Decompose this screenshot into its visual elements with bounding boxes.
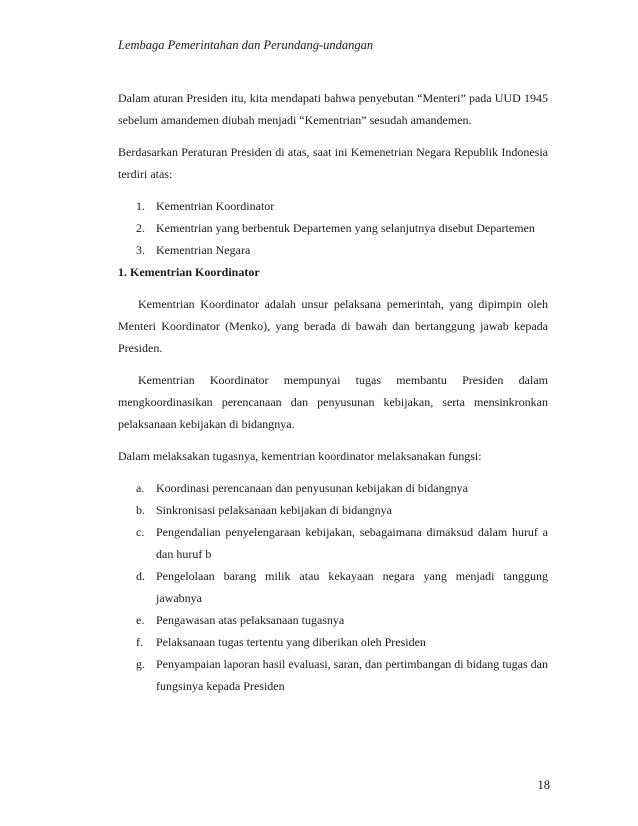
list-marker: d.	[136, 569, 145, 583]
functions-list	[118, 477, 548, 697]
list-marker: 2.	[136, 221, 145, 235]
list-item-text: Pengelolaan barang milik atau kekayaan negara yang menjadi tanggung jawabnya	[156, 569, 548, 605]
list-item-text: Kementrian yang berbentuk Departemen yang selanjutnya disebut Departemen	[156, 221, 535, 235]
list-item	[118, 217, 548, 239]
running-header: Lembaga Pemerintahan dan Perundang-undangan	[118, 38, 374, 52]
list-item	[118, 653, 548, 697]
paragraph-functions-intro: Dalam melaksakan tugasnya, kementrian koordinator melaksanakan fungsi:	[118, 449, 482, 463]
list-item	[118, 195, 548, 217]
page-body	[118, 87, 548, 699]
list-marker: e.	[136, 613, 145, 627]
paragraph-composition: Berdasarkan Peraturan Presiden di atas, saat ini Kemenetrian Negara Republik Indonesia terdiri atas:	[118, 145, 548, 181]
paragraph-intro: Dalam aturan Presiden itu, kita mendapati bahwa penyebutan “Menteri” pada UUD 1945 sebelum amandemen diubah menjadi “Kementrian” sesudah amandemen.	[118, 91, 548, 127]
paragraph-definition: Kementrian Koordinator adalah unsur pelaksana pemerintah, yang dipimpin oleh Menteri Koordinator (Menko), yang berada di bawah dan bertanggung jawab kepada Presiden.	[118, 297, 548, 355]
list-item	[118, 521, 548, 565]
list-marker: c.	[136, 525, 145, 539]
list-marker: b.	[136, 503, 145, 517]
list-item	[118, 565, 548, 609]
section-heading: 1. Kementrian Koordinator	[118, 265, 260, 279]
list-marker: g.	[136, 657, 145, 671]
list-item-text: Pengawasan atas pelaksanaan tugasnya	[156, 613, 345, 627]
list-item-text: Penyampaian laporan hasil evaluasi, saran, dan pertimbangan di bidang tugas dan fungsinya kepada Presiden	[156, 657, 548, 693]
ministry-types-list	[118, 195, 548, 261]
list-item	[118, 499, 548, 521]
list-item	[118, 631, 548, 653]
list-marker: 1.	[136, 199, 145, 213]
page-number: 18	[537, 778, 550, 792]
list-item-text: Pengendalian penyelengaraan kebijakan, sebagaimana dimaksud dalam huruf a dan huruf b	[156, 525, 548, 561]
list-item-text: Pelaksanaan tugas tertentu yang diberikan oleh Presiden	[156, 635, 426, 649]
list-item-text: Kementrian Negara	[156, 243, 251, 257]
list-item	[118, 239, 548, 261]
list-marker: 3.	[136, 243, 145, 257]
list-item-text: Sinkronisasi pelaksanaan kebijakan di bidangnya	[156, 503, 392, 517]
list-item	[118, 477, 548, 499]
list-item-text: Koordinasi perencanaan dan penyusunan kebijakan di bidangnya	[156, 481, 468, 495]
list-item-text: Kementrian Koordinator	[156, 199, 275, 213]
paragraph-duties: Kementrian Koordinator mempunyai tugas membantu Presiden dalam mengkoordinasikan perencanaan dan penyusunan kebijakan, serta mensinkronkan pelaksanaan kebijakan di bidangnya.	[118, 373, 548, 431]
list-marker: f.	[136, 635, 143, 649]
list-item	[118, 609, 548, 631]
list-marker: a.	[136, 481, 145, 495]
